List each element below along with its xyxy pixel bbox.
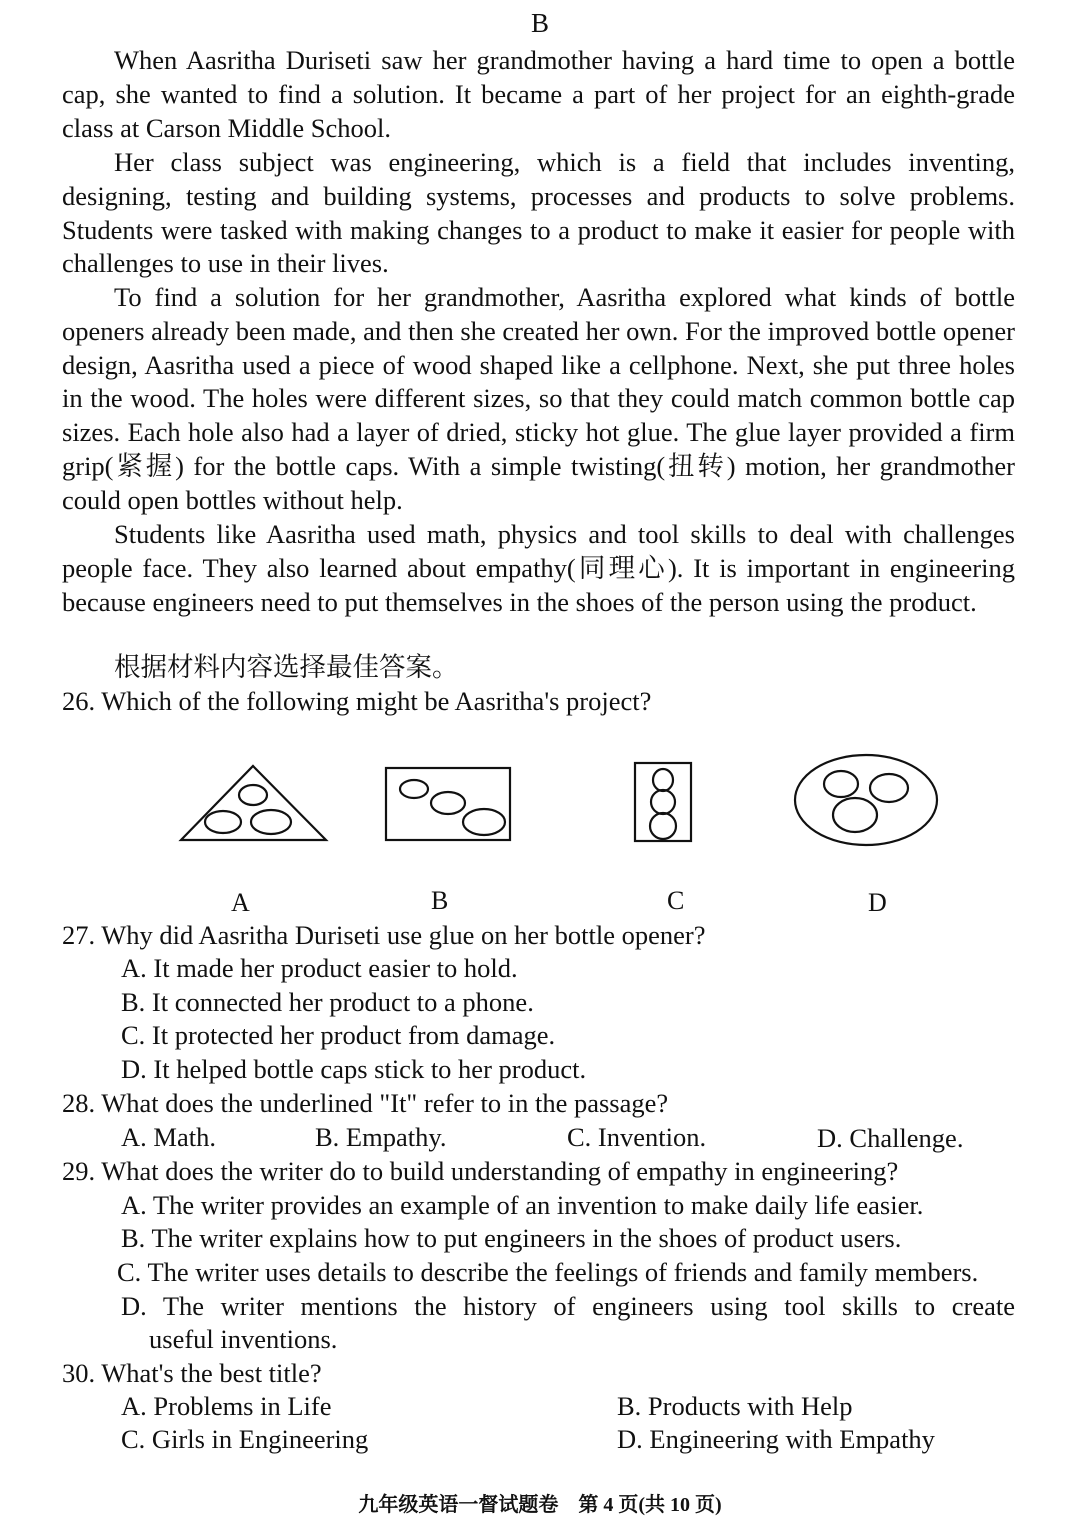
section-label: B xyxy=(530,8,549,38)
question-29-option-d-continued: useful inventions. xyxy=(149,1324,338,1354)
question-27-option-c: C. It protected her product from damage. xyxy=(121,1020,556,1050)
figure-label-b: B xyxy=(431,886,449,915)
passage-paragraph-1: When Aasritha Duriseti saw her grandmother having a hard time to open a bottle cap, she wanted to find a solution. It became a part of her project for an eighth-grade class at Carson Middle School. xyxy=(62,45,1015,143)
question-28-option-b: B. Empathy. xyxy=(315,1122,447,1152)
question-27-option-b: B. It connected her product to a phone. xyxy=(121,987,534,1017)
question-27-stem: 27. Why did Aasritha Duriseti use glue on her bottle opener? xyxy=(62,920,706,950)
question-29-option-a: A. The writer provides an example of an invention to make daily life easier. xyxy=(121,1190,924,1220)
figure-a-triangle-icon xyxy=(181,766,326,840)
question-30-stem: 30. What's the best title? xyxy=(62,1358,322,1388)
page-footer: 九年级英语一督试题卷 第 4 页(共 10 页) xyxy=(358,1494,722,1516)
figure-b-rectangle-icon xyxy=(386,768,510,840)
passage-paragraph-4: Students like Aasritha used math, physics and tool skills to deal with challenges people face. They also learned about empathy(同理心). It is important in engineering because engineers need to put themselves in the shoes of the person using the product. xyxy=(62,519,1015,617)
question-30-option-c: C. Girls in Engineering xyxy=(121,1424,369,1454)
question-28-option-d: D. Challenge. xyxy=(817,1123,964,1153)
figure-d-oval-icon xyxy=(795,755,937,845)
question-30-option-a: A. Problems in Life xyxy=(121,1391,332,1421)
question-29-stem: 29. What does the writer do to build understanding of empathy in engineering? xyxy=(62,1156,899,1186)
question-27-option-d: D. It helped bottle caps stick to her product. xyxy=(121,1054,587,1084)
figure-c-phone-icon xyxy=(635,763,691,841)
passage-paragraph-2: Her class subject was engineering, which is a field that includes inventing, designing, testing and building systems, processes and products to solve problems. Students were tasked with making changes to a product to make it easier for people with challenges to use in their lives. xyxy=(62,147,1015,279)
figure-label-a: A xyxy=(231,888,250,917)
question-26-figures xyxy=(170,748,950,858)
question-29-option-c: C. The writer uses details to describe the feelings of friends and family members. xyxy=(117,1257,979,1287)
question-30-option-b: B. Products with Help xyxy=(617,1391,853,1421)
question-28-option-c: C. Invention. xyxy=(567,1122,707,1152)
question-28-option-a: A. Math. xyxy=(121,1122,216,1152)
figure-label-c: C xyxy=(667,886,685,915)
question-30-option-d: D. Engineering with Empathy xyxy=(617,1424,935,1454)
passage-paragraph-3: To find a solution for her grandmother, Aasritha explored what kinds of bottle openers already been made, and then she created her own. For the improved bottle opener design, Aasritha used a piece of wood shaped like a cellphone. Next, she put three holes in the wood. The holes were different sizes, so that they could match common bottle cap sizes. Each hole also had a layer of dried, sticky hot glue. The glue layer provided a firm grip(紧握) for the bottle caps. With a simple twisting(扭转) motion, her grandmother could open bottles without help. xyxy=(62,282,1015,515)
question-29-option-d: D. The writer mentions the history of engineers using tool skills to create xyxy=(121,1291,1015,1321)
question-26-stem: 26. Which of the following might be Aasritha's project? xyxy=(62,686,652,716)
instruction: 根据材料内容选择最佳答案。 xyxy=(114,652,459,682)
figure-label-d: D xyxy=(868,888,887,917)
question-28-stem: 28. What does the underlined "It" refer to in the passage? xyxy=(62,1088,669,1118)
question-29-option-b: B. The writer explains how to put engineers in the shoes of product users. xyxy=(121,1223,902,1253)
question-27-option-a: A. It made her product easier to hold. xyxy=(121,953,518,983)
